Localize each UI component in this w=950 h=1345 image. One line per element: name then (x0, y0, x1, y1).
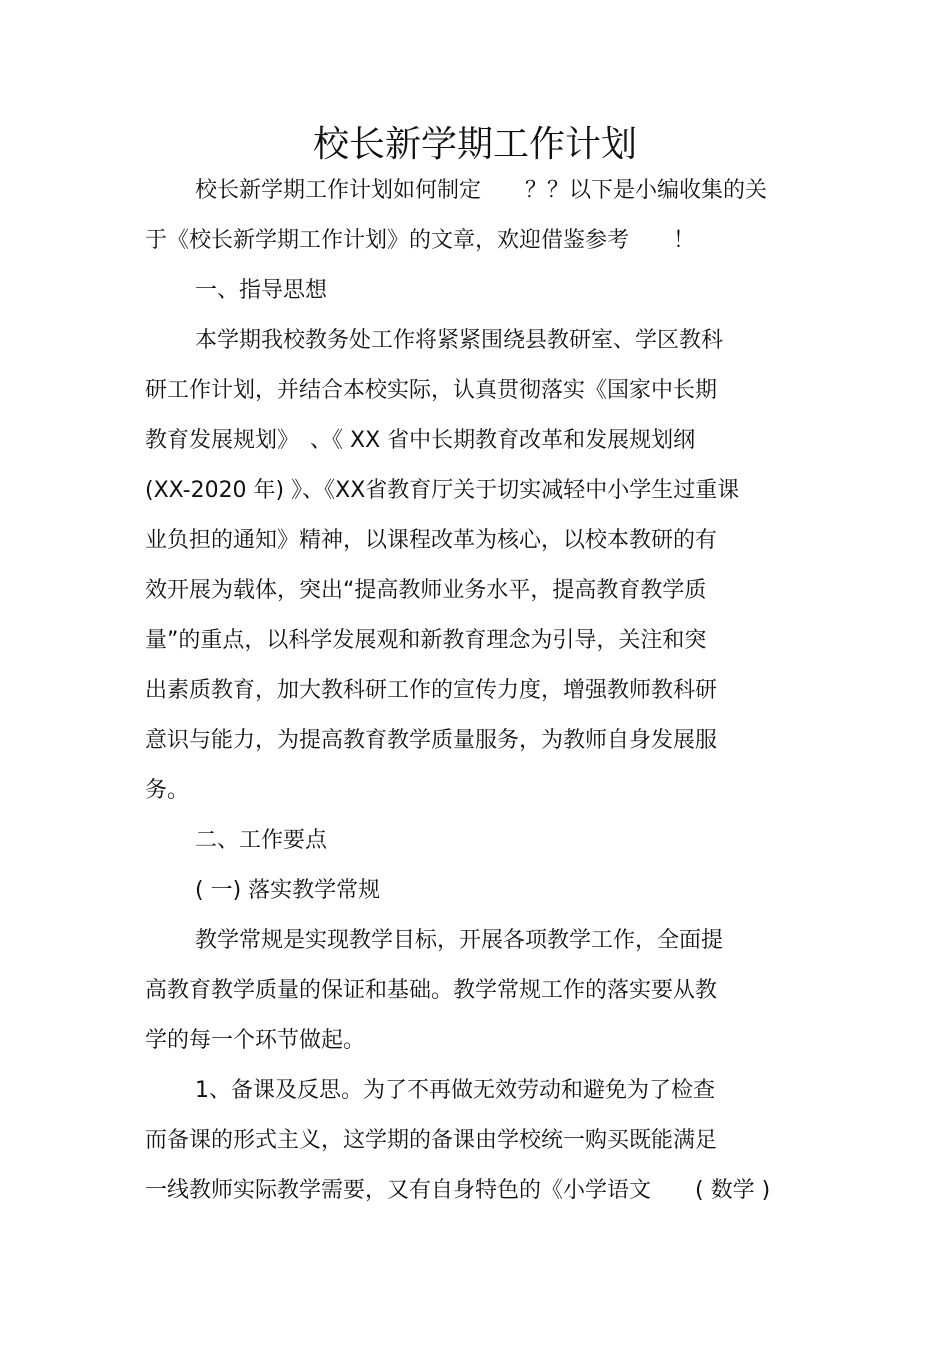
paragraph-line: 效开展为载体，突出“提高教师业务水平，提高教育教学质 (145, 578, 707, 603)
paragraph-line: 1、备课及反思。为了不再做无效劳动和避免为了检查 (195, 1078, 715, 1103)
paragraph-line: 教学常规是实现教学目标，开展各项教学工作，全面提 (195, 928, 724, 953)
paragraph-line: 教育发展规划》 、《 XX 省中长期教育改革和发展规划纲 (145, 428, 696, 453)
section-heading: 一、指导思想 (195, 278, 328, 303)
document-title: 校长新学期工作计划 (312, 124, 637, 165)
paragraph-line: 本学期我校教务处工作将紧紧围绕县教研室、学区教科 (195, 328, 724, 353)
paragraph-line: 业负担的通知》精神，以课程改革为核心，以校本教研的有 (145, 528, 718, 553)
paragraph-line: 于《校长新学期工作计划》的文章，欢迎借鉴参考 ！ (145, 228, 696, 253)
paragraph-line: 高教育教学质量的保证和基础。教学常规工作的落实要从教 (145, 978, 718, 1003)
paragraph-line: 而备课的形式主义，这学期的备课由学校统一购买既能满足 (145, 1128, 718, 1153)
paragraph-line: 研工作计划，并结合本校实际，认真贯彻落实《国家中长期 (145, 378, 718, 403)
section-heading: 二、工作要点 (195, 828, 328, 853)
paragraph-line: 意识与能力，为提高教育教学质量服务，为教师自身发展服 (145, 728, 718, 753)
paragraph-line: 一线教师实际教学需要，又有自身特色的《小学语文 ( 数学 ) (145, 1178, 771, 1203)
paragraph-line: 出素质教育，加大教科研工作的宣传力度，增强教师教科研 (145, 678, 718, 703)
paragraph-line: (XX-2020 年) 》、《XX省教育厅关于切实减轻中小学生过重课 (145, 478, 740, 503)
paragraph-line: 学的每一个环节做起。 (145, 1028, 366, 1053)
paragraph-line: 校长新学期工作计划如何制定 ？？以下是小编收集的关 (195, 178, 768, 203)
subsection-heading: ( 一) 落实教学常规 (195, 878, 381, 903)
paragraph-line: 量”的重点，以科学发展观和新教育理念为引导，关注和突 (145, 628, 707, 653)
paragraph-line: 务。 (145, 778, 190, 803)
